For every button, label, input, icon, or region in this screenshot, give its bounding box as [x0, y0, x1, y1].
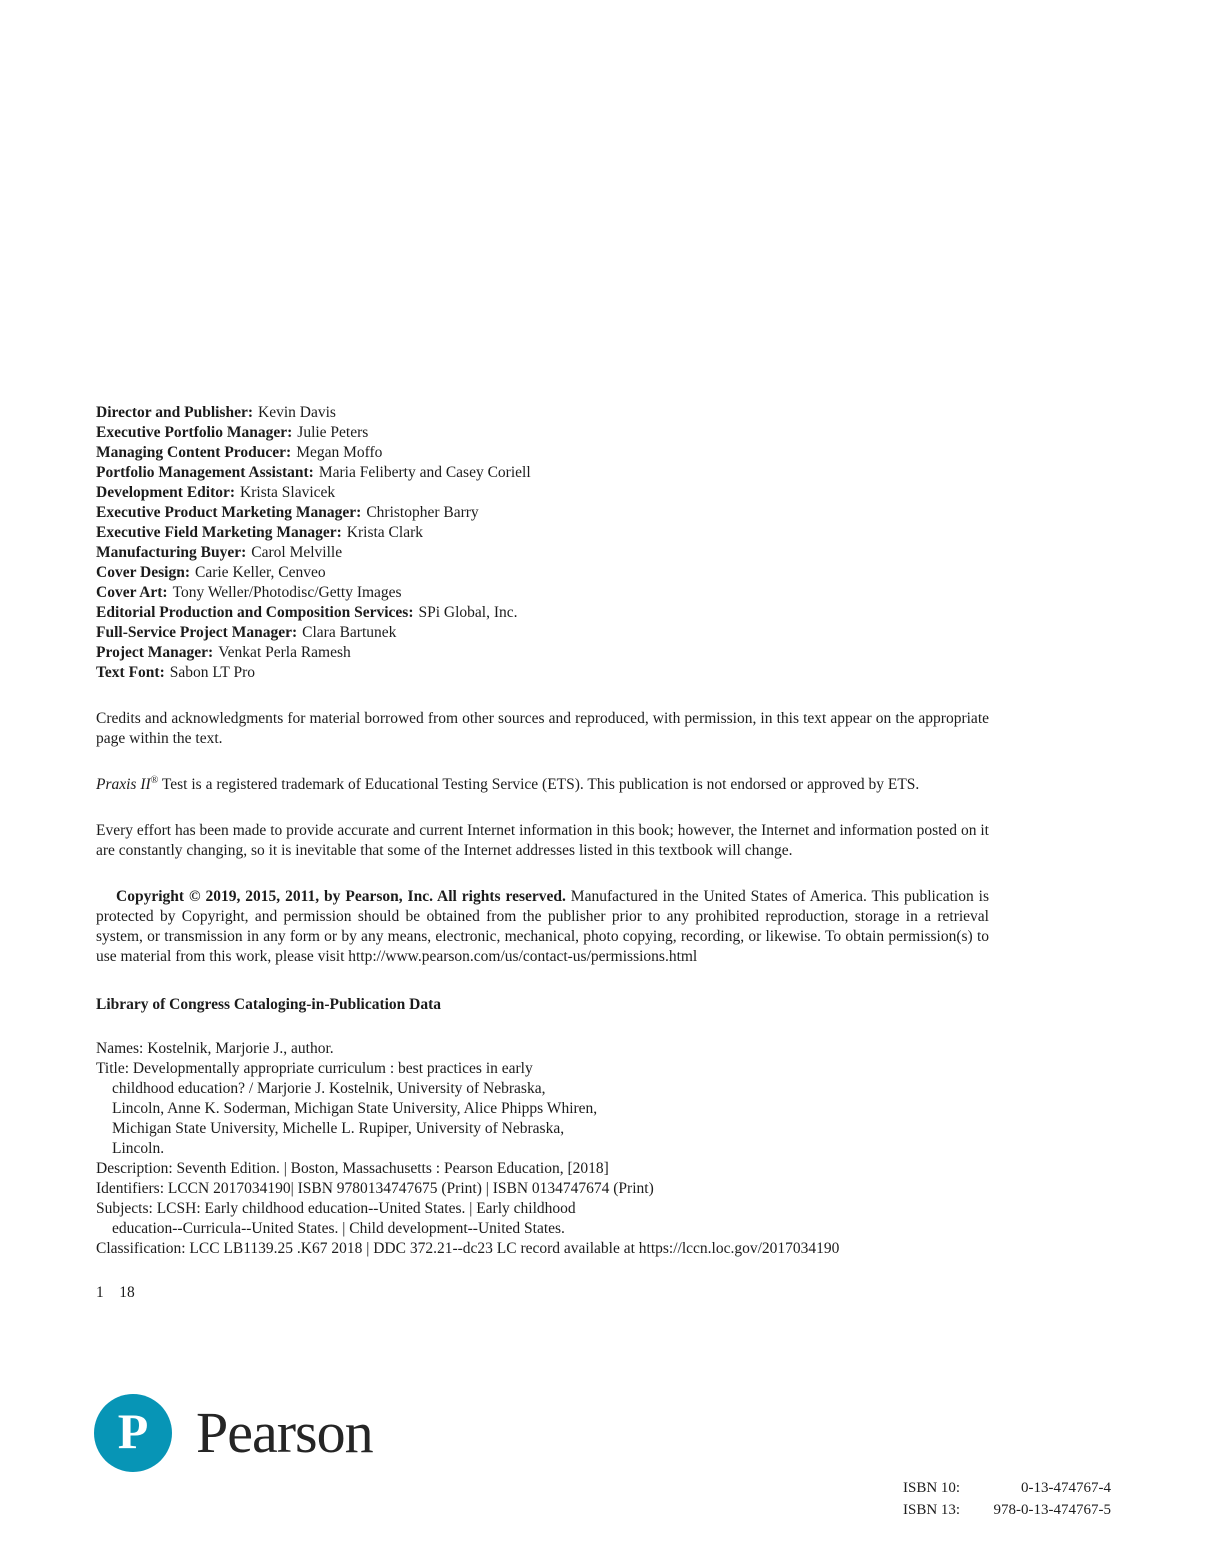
credit-value: Clara Bartunek — [302, 624, 397, 641]
credit-label: Executive Field Marketing Manager: — [96, 524, 342, 541]
credit-label: Project Manager: — [96, 644, 214, 661]
pearson-logo — [94, 1394, 373, 1472]
pearson-logo-icon — [94, 1394, 172, 1472]
credit-value: Megan Moffo — [296, 444, 383, 461]
credit-value: Maria Feliberty and Casey Coriell — [318, 464, 531, 481]
lc-line-identifiers: Identifiers: LCCN 2017034190| ISBN 9780134747675 (Print) | ISBN 0134747674 (Print) — [96, 1180, 654, 1197]
credit-value: Carol Melville — [251, 544, 343, 561]
credit-line — [96, 623, 989, 643]
praxis-trademark-paragraph — [96, 775, 989, 795]
isbn10-value: 0-13-474767-4 — [1021, 1480, 1111, 1496]
internet-disclaimer-paragraph: Every effort has been made to provide accurate and current Internet information in this book; however, the Internet and information posted on it are constantly changing, so it is inevitable that some of the Internet addresses listed in this textbook will change. — [96, 822, 989, 859]
printing-code: 1 18 — [96, 1284, 135, 1301]
credit-value: Julie Peters — [297, 424, 369, 441]
credit-line — [96, 463, 989, 483]
registered-trademark-symbol: ® — [150, 774, 159, 786]
credit-label: Manufacturing Buyer: — [96, 544, 247, 561]
copyright-paragraph — [96, 887, 989, 967]
credit-value: Christopher Barry — [366, 504, 479, 521]
lc-line-subjects-cont: education--Curricula--United States. | Child development--United States. — [112, 1220, 565, 1237]
lc-line-names: Names: Kostelnik, Marjorie J., author. — [96, 1040, 334, 1057]
credit-value: Venkat Perla Ramesh — [218, 644, 351, 661]
praxis-name: Praxis II — [96, 776, 151, 793]
credit-label: Executive Portfolio Manager: — [96, 424, 293, 441]
credit-line — [96, 643, 989, 663]
isbn13-label: ISBN 13: — [903, 1502, 961, 1518]
page-content — [96, 403, 989, 1303]
credit-line — [96, 483, 989, 503]
copyright-notice: Copyright © 2019, 2015, 2011, by Pearson, Inc. All rights reserved. — [116, 888, 566, 905]
credit-label: Development Editor: — [96, 484, 236, 501]
copyright-text: Manufactured in the United States of America. This publication is protected by Copyright, and permission should be obtained from the publisher prior to any prohibited reproduction, storage in a retrieval system, or transmission in any form or by any means, electronic, mechanical, photo copying, recording, or likewise. To obtain permission(s) to use material from this work, please visit http://www.pearson.com/us/contact-us/permissions.html — [96, 888, 989, 965]
credit-line — [96, 663, 989, 683]
credit-label: Cover Design: — [96, 564, 190, 581]
isbn13-line — [903, 1499, 1111, 1521]
lc-line-title: Title: Developmentally appropriate curriculum : best practices in early — [96, 1060, 533, 1077]
isbn10-line — [903, 1477, 1111, 1499]
credit-label: Managing Content Producer: — [96, 444, 292, 461]
credit-label: Cover Art: — [96, 584, 168, 601]
lc-cataloging-block — [96, 1039, 989, 1259]
credits-block — [96, 403, 989, 683]
credit-line — [96, 523, 989, 543]
lc-line-title-cont: Lincoln. — [112, 1140, 165, 1157]
credit-label: Director and Publisher: — [96, 404, 254, 421]
credit-value: Krista Slavicek — [240, 484, 336, 501]
credit-value: Carie Keller, Cenveo — [195, 564, 326, 581]
credit-value: SPi Global, Inc. — [418, 604, 518, 621]
credit-line — [96, 583, 989, 603]
credit-line — [96, 503, 989, 523]
credit-value: Tony Weller/Photodisc/Getty Images — [172, 584, 402, 601]
credit-label: Executive Product Marketing Manager: — [96, 504, 362, 521]
praxis-text: Test is a registered trademark of Educational Testing Service (ETS). This publication is not endorsed or approved by ETS. — [158, 776, 920, 793]
isbn13-value: 978-0-13-474767-5 — [993, 1502, 1111, 1518]
credit-line — [96, 603, 989, 623]
credit-line — [96, 443, 989, 463]
credit-line — [96, 403, 989, 423]
acknowledgments-paragraph: Credits and acknowledgments for material borrowed from other sources and reproduced, with permission, in this text appear on the appropriate page within the text. — [96, 710, 989, 747]
lc-line-subjects: Subjects: LCSH: Early childhood education--United States. | Early childhood — [96, 1200, 576, 1217]
credit-value: Sabon LT Pro — [169, 664, 256, 681]
isbn10-label: ISBN 10: — [903, 1480, 961, 1496]
credit-line — [96, 423, 989, 443]
lc-line-classification: Classification: LCC LB1139.25 .K67 2018 | DDC 372.21--dc23 LC record available at https://lccn.loc.gov/2017034190 — [96, 1240, 840, 1257]
credit-label: Text Font: — [96, 664, 165, 681]
lc-cataloging-heading: Library of Congress Cataloging-in-Publication Data — [96, 996, 442, 1013]
lc-line-description: Description: Seventh Edition. | Boston, Massachusetts : Pearson Education, [2018] — [96, 1160, 609, 1177]
credit-line — [96, 563, 989, 583]
credit-label: Portfolio Management Assistant: — [96, 464, 314, 481]
pearson-wordmark: Pearson — [196, 1400, 373, 1465]
lc-line-title-cont: Michigan State University, Michelle L. Rupiper, University of Nebraska, — [112, 1120, 565, 1137]
credit-label: Editorial Production and Composition Services: — [96, 604, 414, 621]
lc-line-title-cont: Lincoln, Anne K. Soderman, Michigan State University, Alice Phipps Whiren, — [112, 1100, 598, 1117]
pearson-logo-letter: P — [117, 1403, 149, 1459]
isbn-block — [903, 1477, 1111, 1521]
credit-line — [96, 543, 989, 563]
credit-label: Full-Service Project Manager: — [96, 624, 298, 641]
lc-line-title-cont: childhood education? / Marjorie J. Kostelnik, University of Nebraska, — [112, 1080, 546, 1097]
credit-value: Krista Clark — [346, 524, 423, 541]
credit-value: Kevin Davis — [258, 404, 336, 421]
